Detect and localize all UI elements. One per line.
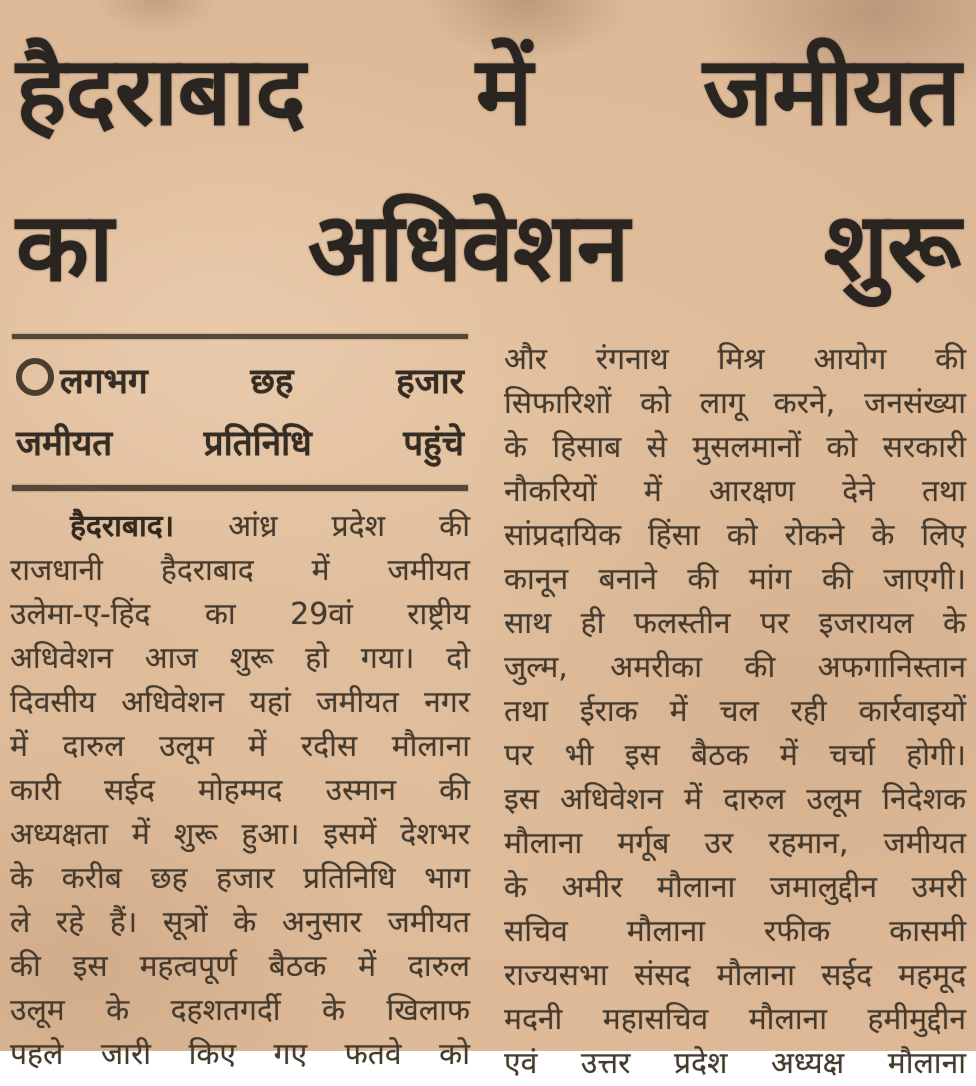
body-line: मदनी महासचिव मौलाना हमीमुद्दीन — [504, 1002, 966, 1037]
body-line-partial: एवं उत्तर प्रदेश अध्यक्ष मौलाना — [504, 1046, 966, 1081]
body-line: और रंगनाथ मिश्र आयोग की — [504, 342, 966, 377]
body-line: ले रहे हैं। सूत्रों के अनुसार जमीयत — [10, 905, 470, 940]
body-line: कारी सईद मोहम्मद उस्मान की — [10, 773, 470, 808]
left-column-body — [8, 505, 472, 1077]
body-line: अधिवेशन आज शुरू हो गया। दो — [10, 641, 470, 676]
headline — [0, 0, 976, 326]
body-line: सचिव मौलाना रफीक कासमी — [504, 914, 966, 949]
subhead-box — [8, 334, 472, 491]
body-line: उलूम के दहशतगर्दी के खिलाफ — [10, 993, 470, 1028]
subhead-line-1 — [8, 351, 472, 413]
body-line: में दारुल उलूम में रदीस मौलाना — [10, 729, 470, 764]
body-line: कानून बनाने की मांग की जाएगी। — [504, 562, 966, 597]
body-line: उलेमा-ए-हिंद का 29वां राष्ट्रीय — [10, 597, 470, 632]
body-line: के हिसाब से मुसलमानों को सरकारी — [504, 430, 966, 465]
body-line: राजधानी हैदराबाद में जमीयत — [10, 553, 470, 588]
body-line: सिफारिशों को लागू करने, जनसंख्या — [504, 386, 966, 421]
right-column — [502, 334, 968, 1086]
body-line: के करीब छह हजार प्रतिनिधि भाग — [10, 861, 470, 896]
body-line: के अमीर मौलाना जमालुद्दीन उमरी — [504, 870, 966, 905]
body-text: आंध्र प्रदेश की — [228, 509, 470, 544]
left-column — [8, 334, 472, 1086]
body-line: सांप्रदायिक हिंसा को रोकने के लिए — [504, 518, 966, 553]
body-line: नौकरियों में आरक्षण देने तथा — [504, 474, 966, 509]
body-line: साथ ही फलस्तीन पर इजरायल के — [504, 606, 966, 641]
body-line: दिवसीय अधिवेशन यहां जमीयत नगर — [10, 685, 470, 720]
subhead-bottom-rule — [12, 485, 468, 491]
body-line — [8, 505, 472, 549]
body-line: इस अधिवेशन में दारुल उलूम निदेशक — [504, 782, 966, 817]
body-line: पर भी इस बैठक में चर्चा होगी। — [504, 738, 966, 773]
subhead-line-2: जमीयत प्रतिनिधि पहुंचे — [16, 424, 464, 464]
subhead-top-rule — [12, 334, 468, 339]
bullet-ring-icon — [16, 358, 54, 396]
headline-line-1: हैदराबाद में जमीयत — [16, 37, 960, 147]
article-columns — [0, 334, 976, 1086]
subhead-text-1: लगभग छह हजार — [60, 362, 464, 402]
body-line: जुल्म, अमरीका की अफगानिस्तान — [504, 650, 966, 685]
body-line-partial: पहले जारी किए गए फतवे को — [10, 1037, 470, 1072]
body-line: मौलाना मर्गूब उर रहमान, जमीयत — [504, 826, 966, 861]
body-line: अध्यक्षता में शुरू हुआ। इसमें देशभर — [10, 817, 470, 852]
body-line: की इस महत्वपूर्ण बैठक में दारुल — [10, 949, 470, 984]
body-line: तथा ईराक में चल रही कार्रवाइयों — [504, 694, 966, 729]
headline-line-2: का अधिवेशन शुरू — [16, 193, 960, 303]
body-line: राज्यसभा संसद मौलाना सईद महमूद — [504, 958, 966, 993]
dateline: हैदराबाद। — [70, 509, 175, 544]
